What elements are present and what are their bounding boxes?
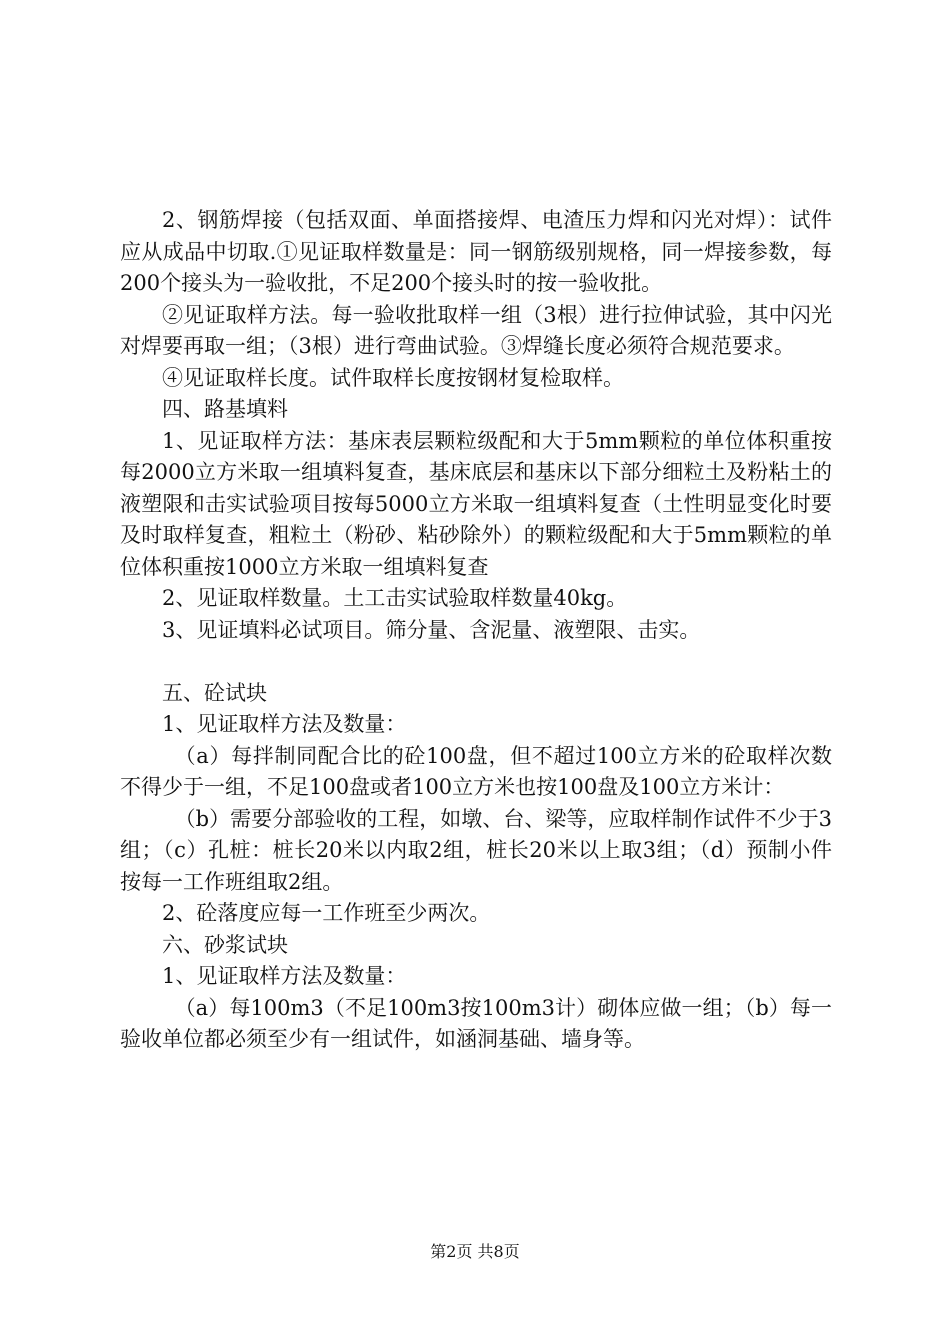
paragraph-concrete-item-b: （b）需要分部验收的工程，如墩、台、梁等，应取样制作试件不少于3组；（c）孔桩：桩长20米以内取2组，桩长20米以上取3组；（d）预制小件按每一工作班组取2组。 bbox=[120, 806, 832, 894]
page-number-footer: 第2页 共8页 bbox=[430, 1242, 520, 1261]
document-body bbox=[120, 205, 832, 1056]
paragraph-fill-sampling-quantity: 2、见证取样数量。土工击实试验取样数量40kg。 bbox=[162, 586, 628, 610]
paragraph-fill-test-items: 3、见证填料必试项目。筛分量、含泥量、液塑限、击实。 bbox=[162, 617, 701, 642]
section-heading-concrete-block: 五、砼试块 bbox=[162, 680, 267, 705]
paragraph-mortar-method-title: 1、见证取样方法及数量： bbox=[162, 964, 407, 988]
paragraph-concrete-method-title: 1、见证取样方法及数量： bbox=[162, 712, 407, 736]
paragraph-spacer bbox=[120, 646, 832, 678]
paragraph-concrete-slump: 2、砼落度应每一工作班至少两次。 bbox=[162, 901, 491, 925]
paragraph-concrete-item-a: （a）每拌制同配合比的砼100盘，但不超过100立方米的砼取样次数不得少于一组，不足100盘或者100立方米也按100盘及100立方米计： bbox=[120, 743, 832, 799]
section-heading-mortar-block: 六、砂浆试块 bbox=[162, 932, 288, 957]
paragraph-welding-method: ②见证取样方法。每一验收批取样一组（3根）进行拉伸试验，其中闪光对焊要再取一组；（3根）进行弯曲试验。③焊缝长度必须符合规范要求。 bbox=[120, 302, 832, 358]
paragraph-welding: 2、钢筋焊接（包括双面、单面搭接焊、电渣压力焊和闪光对焊）：试件应从成品中切取.①见证取样数量是：同一钢筋级别规格，同一焊接参数，每200个接头为一验收批，不足200个接头时的按一验收批。 bbox=[120, 208, 832, 295]
paragraph-fill-sampling-method: 1、见证取样方法：基床表层颗粒级配和大于5mm颗粒的单位体积重按每2000立方米取一组填料复查，基床底层和基床以下部分细粒土及粉粘土的液塑限和击实试验项目按每5000立方米取一组填料复查（土性明显变化时要及时取样复查，粗粒土（粉砂、粘砂除外）的颗粒级配和大于5mm颗粒的单位体积重按1000立方米取一组填料复查 bbox=[120, 428, 832, 579]
paragraph-welding-length: ④见证取样长度。试件取样长度按钢材复检取样。 bbox=[162, 365, 624, 390]
paragraph-mortar-items: （a）每100m3（不足100m3按100m3计）砌体应做一组；（b）每一验收单位都必须至少有一组试件，如涵洞基础、墙身等。 bbox=[120, 995, 832, 1051]
section-heading-subgrade-fill: 四、路基填料 bbox=[162, 397, 288, 421]
